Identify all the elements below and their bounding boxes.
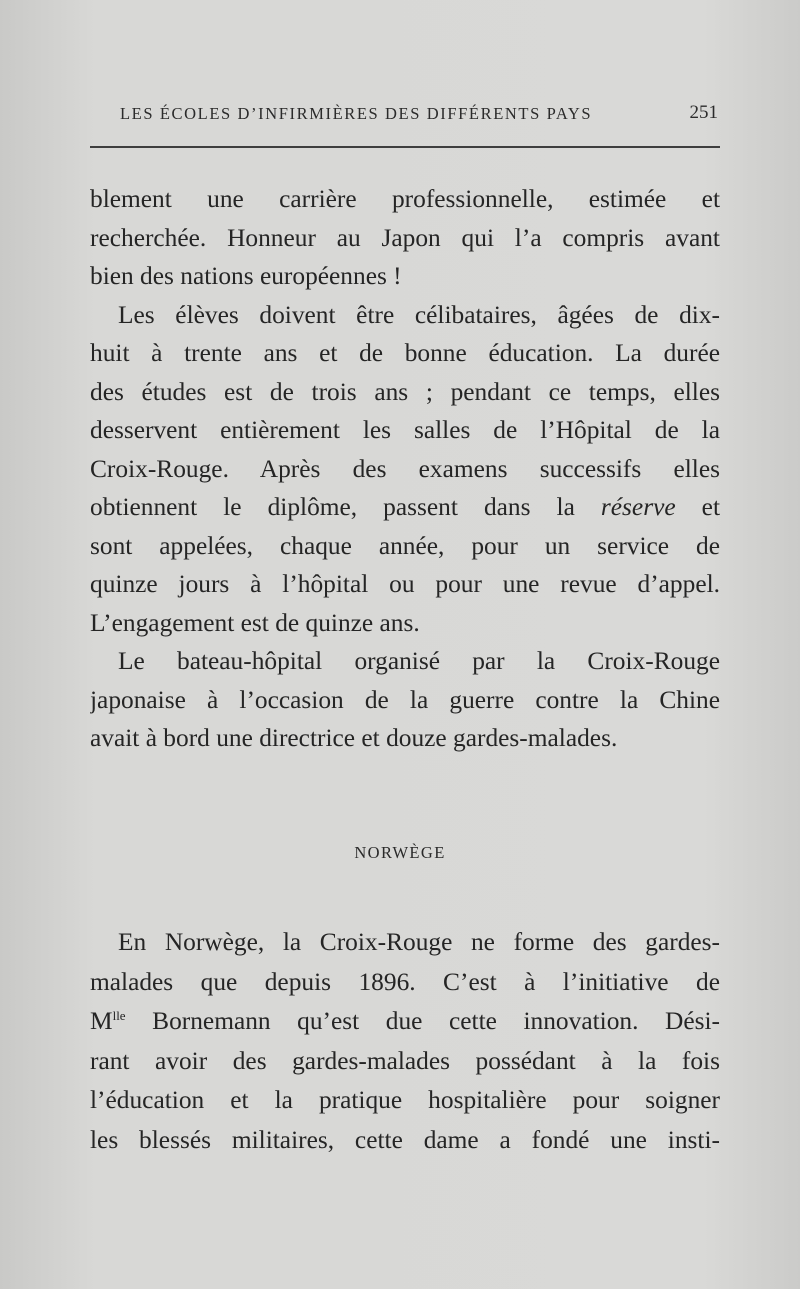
paragraph	[90, 180, 720, 296]
body-text-norway	[90, 873, 720, 1160]
text-line: Le bateau-hôpital organisé par la Croix-Rouge	[118, 647, 720, 675]
text-span: M	[90, 1007, 113, 1035]
running-title: LES ÉCOLES D’INFIRMIÈRES DES DIFFÉRENTS PAYS	[120, 104, 593, 123]
text-line: japonaise à l’occasion de la guerre contre la Chine	[90, 685, 720, 714]
italic-word: réserve	[600, 493, 676, 521]
text-span: et	[701, 493, 720, 521]
text-line: malades que depuis 1896. C’est à l’initiative de	[90, 967, 720, 996]
text-line: desservent entièrement les salles de l’Hôpital de la	[90, 416, 720, 444]
superscript: lle	[112, 1008, 126, 1023]
text-line: En Norwège, la Croix-Rouge ne forme des gardes-	[118, 928, 720, 956]
text-line: blement une carrière professionnelle, estimée et	[90, 185, 720, 213]
page-number: 251	[689, 102, 718, 123]
text-line-with-italic	[90, 488, 720, 527]
section-heading: NORWÈGE	[354, 843, 446, 862]
text-line: Les élèves doivent être célibataires, âgées de dix-	[118, 300, 720, 329]
text-line-with-superscript	[90, 1002, 720, 1042]
text-line: les blessés militaires, cette dame a fondé une insti-	[90, 1125, 720, 1154]
text-line: bien des nations européennes !	[90, 262, 402, 290]
text-line: des études est de trois ans ; pendant ce temps, elles	[90, 377, 720, 406]
paragraph	[90, 642, 720, 758]
text-line: sont appelées, chaque année, pour un service de	[90, 531, 720, 560]
text-span: Bornemann qu’est due cette innovation. Dési-	[125, 1007, 720, 1035]
text-line: huit à trente ans et de bonne éducation. La durée	[90, 339, 720, 367]
text-line: quinze jours à l’hôpital ou pour une revue d’appel.	[90, 570, 720, 598]
text-line: avait à bord une directrice et douze gardes-malades.	[90, 724, 618, 752]
text-line: l’éducation et la pratique hospitalière pour soigner	[90, 1086, 720, 1114]
text-line: L’engagement est de quinze ans.	[90, 608, 420, 637]
body-text-top	[90, 180, 720, 758]
text-line: Croix-Rouge. Après des examens successifs elles	[90, 454, 720, 483]
paragraph	[90, 296, 720, 643]
text-line: rant avoir des gardes-malades possédant à la fois	[90, 1046, 720, 1075]
text-span: obtiennent le diplôme, passent dans la	[90, 493, 575, 521]
header-rule	[90, 146, 720, 148]
page-header	[90, 96, 720, 134]
text-line: recherchée. Honneur au Japon qui l’a compris avant	[90, 223, 720, 252]
